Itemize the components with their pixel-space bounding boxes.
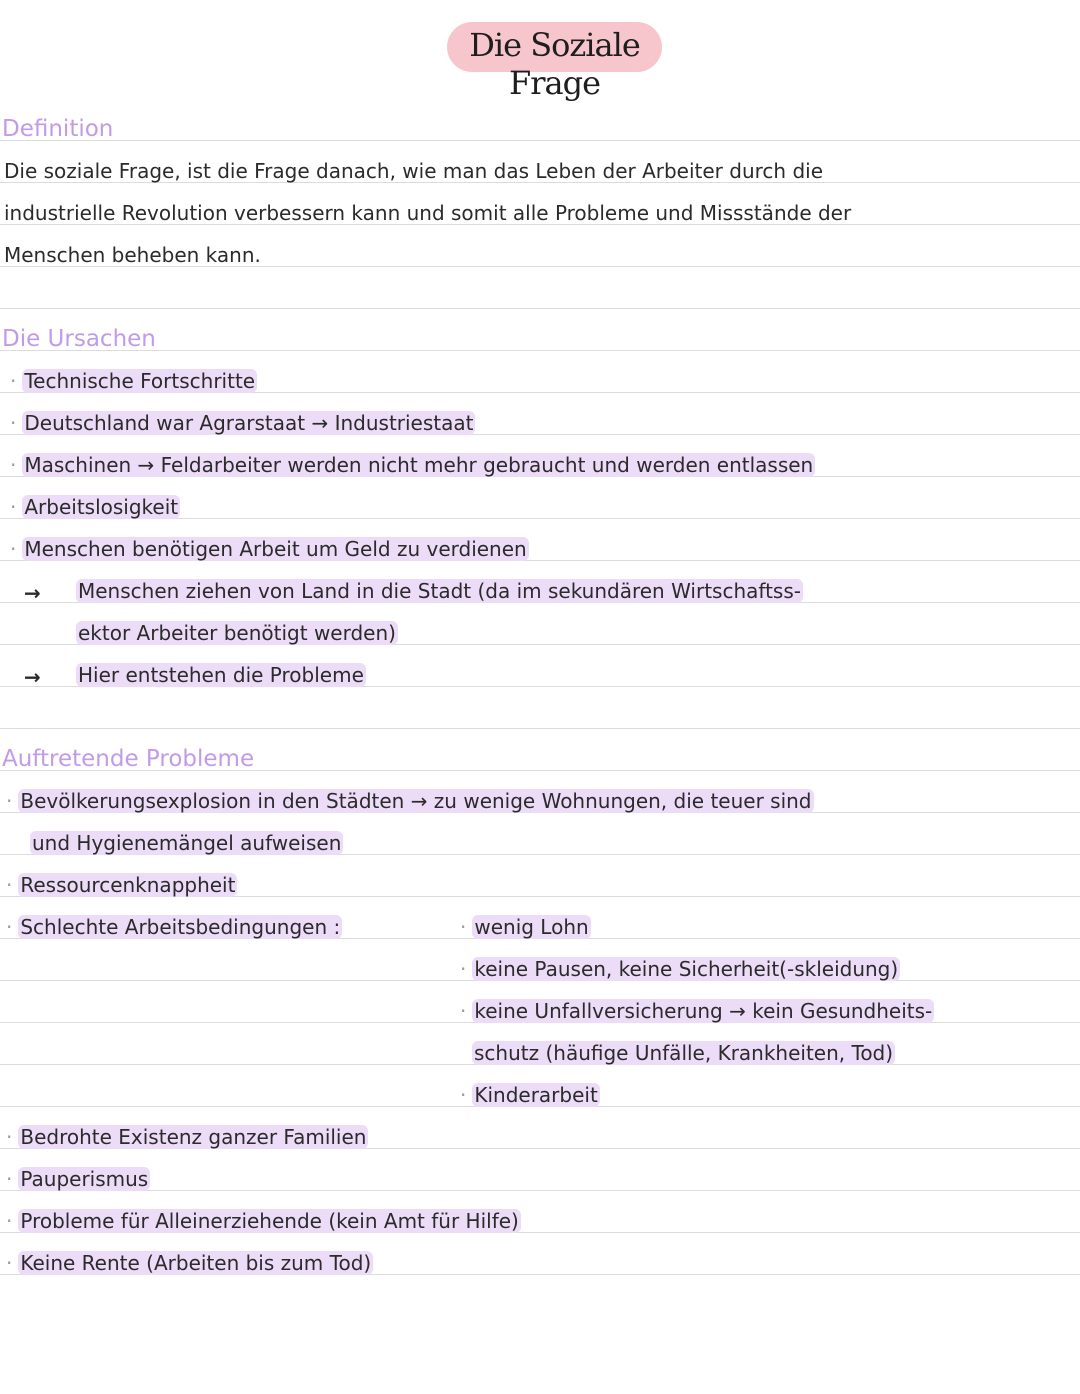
definition-line-2: industrielle Revolution verbessern kann und somit alle Probleme und Missstände der (4, 201, 852, 225)
cause-item: · Maschinen → Feldarbeiter werden nicht mehr gebraucht und werden entlassen (10, 453, 814, 477)
definition-line-1: Die soziale Frage, ist die Frage danach, wie man das Leben der Arbeiter durch die (4, 159, 824, 183)
causes-heading: Die Ursachen (2, 326, 156, 352)
condition-item: · keine Pausen, keine Sicherheit(-skleidung) (460, 957, 899, 981)
cause-consequence-line: ektor Arbeiter benötigt werden) (78, 621, 396, 645)
problems-heading: Auftretende Probleme (2, 746, 255, 772)
cause-item: · Deutschland war Agrarstaat → Industriestaat (10, 411, 474, 435)
problem-item: · Schlechte Arbeitsbedingungen : (6, 915, 341, 939)
arrow-right-icon: → (24, 581, 41, 605)
problem-item: · Bedrohte Existenz ganzer Familien (6, 1125, 367, 1149)
condition-item-continuation: schutz (häufige Unfälle, Krankheiten, Tod) (474, 1041, 894, 1065)
condition-item: · Kinderarbeit (460, 1083, 598, 1107)
cause-item: · Menschen benötigen Arbeit um Geld zu verdienen (10, 537, 527, 561)
arrow-right-icon: → (24, 665, 41, 689)
condition-item: · keine Unfallversicherung → kein Gesundheits- (460, 999, 933, 1023)
cause-consequence-line: Hier entstehen die Probleme (78, 663, 364, 687)
problem-item: · Ressourcenknappheit (6, 873, 236, 897)
definition-heading: Definition (2, 116, 114, 142)
problem-item: · Pauperismus (6, 1167, 149, 1191)
page-title: Die Soziale Frage (469, 26, 640, 102)
condition-item: · wenig Lohn (460, 915, 589, 939)
problem-item: · Keine Rente (Arbeiten bis zum Tod) (6, 1251, 372, 1275)
title-highlight (447, 22, 662, 102)
cause-consequence-line: Menschen ziehen von Land in die Stadt (da im sekundären Wirtschaftss- (78, 579, 801, 603)
problem-item: · Bevölkerungsexplosion in den Städten → zu wenige Wohnungen, die teuer sind (6, 789, 812, 813)
definition-line-3: Menschen beheben kann. (4, 243, 261, 267)
cause-item: · Technische Fortschritte (10, 369, 256, 393)
problem-item: · Probleme für Alleinerziehende (kein Amt für Hilfe) (6, 1209, 519, 1233)
cause-item: · Arbeitslosigkeit (10, 495, 179, 519)
problem-item-continuation: und Hygienemängel aufweisen (32, 831, 342, 855)
